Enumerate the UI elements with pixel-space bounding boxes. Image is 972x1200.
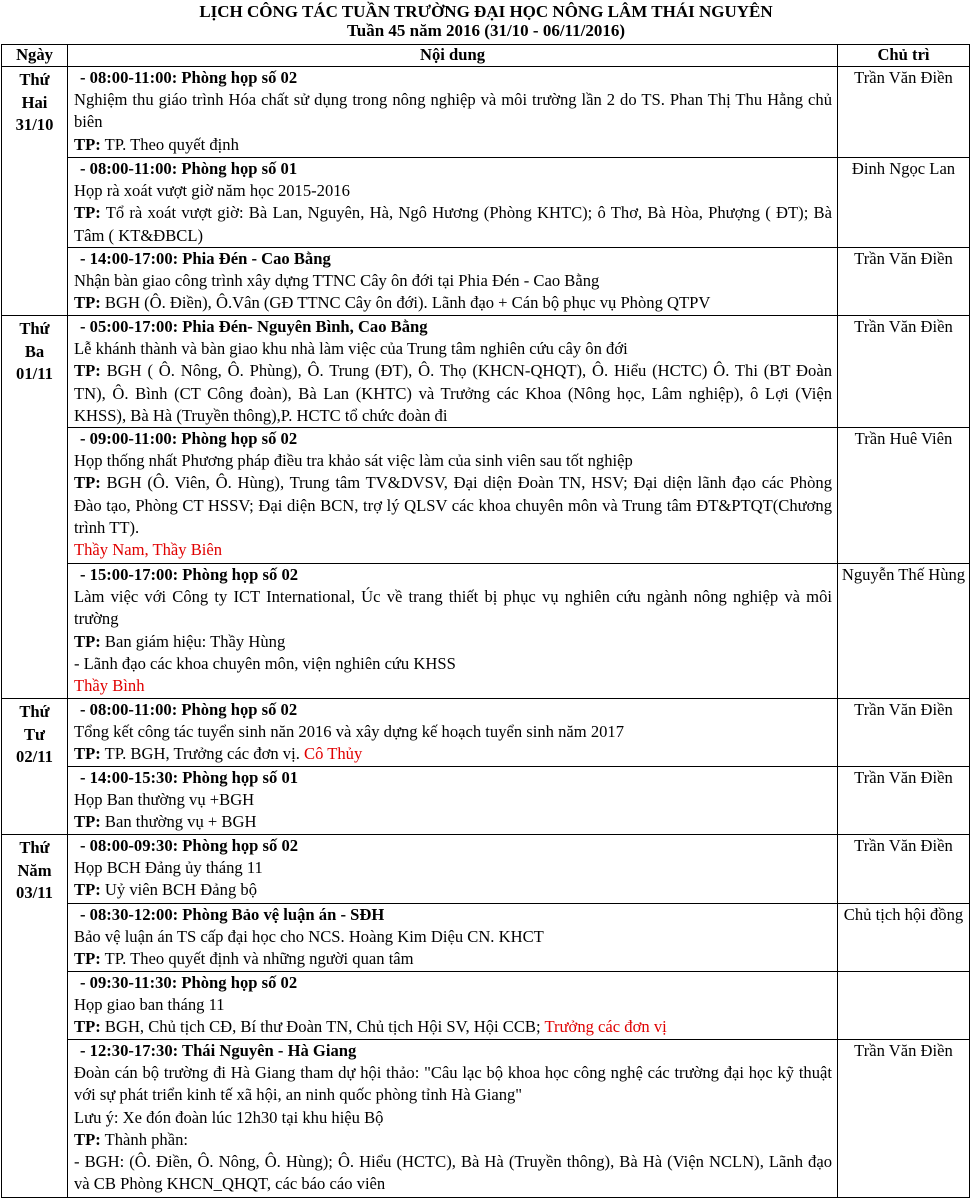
tp-label: TP: — [74, 631, 101, 651]
event-description: Họp giao ban tháng 11 — [74, 995, 225, 1015]
chair-cell — [838, 972, 970, 1040]
day-cell-monday — [2, 67, 68, 316]
day-cell-wednesday — [2, 699, 68, 835]
event-cell — [68, 67, 838, 158]
event-cell — [68, 699, 838, 767]
participants-text: Ban thường vụ + BGH — [104, 812, 257, 832]
event-heading: - 08:00-11:00: Phòng họp số 02 — [80, 68, 298, 87]
day-label: Ba — [24, 341, 45, 361]
day-date: 03/11 — [16, 883, 53, 903]
table-row — [2, 67, 970, 158]
event-extra: - Lãnh đạo các khoa chuyên môn, viện nghiên cứu KHSS — [74, 653, 456, 673]
participants-text: BGH (Ô. Điền), Ô.Vân (GĐ TTNC Cây ôn đới). Lãnh đạo + Cán bộ phục vụ Phòng QTPV — [104, 293, 711, 313]
event-participants — [74, 134, 832, 156]
column-header-day: Ngày — [2, 45, 68, 67]
event-participants — [74, 743, 832, 765]
participants-text: Uỷ viên BCH Đảng bộ — [104, 880, 257, 900]
table-row — [2, 767, 970, 835]
participants-text: Ban giám hiệu: Thầy Hùng — [104, 631, 286, 651]
tp-label: TP: — [74, 812, 101, 832]
event-cell — [68, 835, 838, 904]
event-description: Làm việc với Công ty ICT International, Úc về trang thiết bị phục vụ nghiên cứu ngành nông nghiệp và môi trường — [74, 587, 832, 629]
day-label: Thứ — [19, 838, 50, 858]
event-participants — [74, 879, 832, 901]
event-participants — [74, 948, 832, 970]
event-heading: - 08:00-09:30: Phòng họp số 02 — [80, 836, 299, 856]
document-header — [0, 2, 972, 40]
day-label: Hai — [21, 92, 48, 112]
event-description: Lễ khánh thành và bàn giao khu nhà làm việc của Trung tâm nghiên cứu cây ôn đới — [74, 339, 628, 359]
chair-cell: Trần Văn Điền — [838, 835, 970, 904]
day-label: Năm — [17, 860, 52, 880]
event-cell — [68, 767, 838, 835]
event-heading: - 09:00-11:00: Phòng họp số 02 — [80, 429, 298, 449]
participants-text: TP. Theo quyết định và những người quan tâm — [104, 949, 414, 969]
event-participants — [74, 202, 832, 246]
participants-text: BGH ( Ô. Nông, Ô. Phùng), Ô. Trung (ĐT), Ô. Thọ (KHCN-QHQT), Ô. Hiểu (HCTC) Ô. Thi (BT Đoàn TN), Ô. Bình (CT Công đoàn), Bà Lan (KHTC) và Trưởng các Khoa (Nông học, Lâm nghiệp), ô Lợi (Viện KHSS), Bà Hà (Truyền thông),P. HCTC tổ chức đoàn đi — [74, 361, 832, 425]
event-participants — [74, 811, 832, 833]
highlight-note: Thầy Bình — [74, 676, 145, 696]
tp-label: TP: — [74, 293, 101, 313]
chair-cell: Chủ tịch hội đồng — [838, 904, 970, 972]
event-description: Họp thống nhất Phương pháp điều tra khảo sát việc làm của sinh viên sau tốt nghiệp — [74, 451, 633, 471]
header-row — [2, 45, 970, 67]
tp-label: TP: — [74, 473, 101, 493]
tp-label: TP: — [74, 361, 101, 381]
chair-cell: Trần Văn Điền — [838, 67, 970, 158]
highlight-note: Cô Thủy — [304, 744, 363, 764]
day-date: 31/10 — [15, 115, 54, 134]
event-description: Đoàn cán bộ trường đi Hà Giang tham dự hội thảo: "Câu lạc bộ khoa học công nghệ các trường đại học kỹ thuật với sự phát triển kinh tế xã hội, an ninh quốc phòng tỉnh Hà Giang" — [74, 1063, 832, 1105]
event-cell — [68, 248, 838, 316]
event-description: Tổng kết công tác tuyển sinh năn 2016 và xây dựng kế hoạch tuyển sinh năm 2017 — [74, 722, 625, 742]
chair-cell: Trần Văn Điền — [838, 248, 970, 316]
tp-label: TP: — [74, 744, 101, 764]
day-date: 02/11 — [16, 747, 53, 767]
day-cell-tuesday — [2, 316, 68, 699]
day-label: Thứ — [19, 319, 50, 338]
tp-label: TP: — [74, 1017, 101, 1037]
event-participants — [74, 360, 832, 427]
tp-label: TP: — [74, 134, 101, 154]
event-cell — [68, 1040, 838, 1198]
table-row — [2, 699, 970, 767]
document-subtitle: Tuần 45 năm 2016 (31/10 - 06/11/2016) — [346, 21, 626, 40]
event-cell — [68, 158, 838, 248]
event-cell — [68, 428, 838, 564]
chair-cell: Trần Văn Điền — [838, 699, 970, 767]
event-description: Nghiệm thu giáo trình Hóa chất sử dụng trong nông nghiệp và môi trường lần 2 do TS. Phan Thị Thu Hằng chủ biên — [74, 90, 832, 132]
day-date: 01/11 — [16, 364, 53, 383]
event-description: Họp rà xoát vượt giờ năm học 2015-2016 — [74, 181, 350, 201]
chair-cell: Nguyễn Thế Hùng — [838, 564, 970, 699]
event-cell — [68, 904, 838, 972]
event-description: Nhận bàn giao công trình xây dựng TTNC Cây ôn đới tại Phia Đén - Cao Bằng — [74, 271, 600, 291]
document-title: LỊCH CÔNG TÁC TUẦN TRƯỜNG ĐẠI HỌC NÔNG LÂM THÁI NGUYÊN — [199, 2, 773, 21]
table-row — [2, 972, 970, 1040]
table-row — [2, 316, 970, 428]
chair-cell: Đinh Ngọc Lan — [838, 158, 970, 248]
event-description: Họp BCH Đảng ủy tháng 11 — [74, 858, 263, 878]
table-row — [2, 904, 970, 972]
event-heading: - 14:00-17:00: Phia Đén - Cao Bằng — [80, 249, 331, 268]
event-cell — [68, 316, 838, 428]
event-description: Bảo vệ luận án TS cấp đại học cho NCS. Hoàng Kim Diệu CN. KHCT — [74, 927, 544, 947]
highlight-note: Trưởng các đơn vị — [544, 1017, 667, 1037]
event-note: Lưu ý: Xe đón đoàn lúc 12h30 tại khu hiệu Bộ — [74, 1107, 384, 1127]
event-heading: - 08:30-12:00: Phòng Bảo vệ luận án - SĐH — [80, 905, 385, 925]
table-row — [2, 564, 970, 699]
chair-cell: Trần Văn Điền — [838, 1040, 970, 1198]
table-row — [2, 248, 970, 316]
tp-label: TP: — [74, 949, 101, 969]
participants-text: TP. Theo quyết định — [104, 134, 239, 154]
table-row — [2, 1040, 970, 1198]
tp-label: TP: — [74, 1129, 101, 1149]
tp-label: TP: — [74, 203, 101, 223]
column-header-content: Nội dung — [68, 45, 838, 67]
event-participants — [74, 1016, 832, 1038]
event-participants — [74, 472, 832, 539]
event-cell — [68, 972, 838, 1040]
event-extra: - BGH: (Ô. Điền, Ô. Nông, Ô. Hùng); Ô. Hiểu (HCTC), Bà Hà (Truyền thông), Bà Hà (Viện NCLN), Lãnh đạo và CB Phòng KHCN_QHQT, các báo cáo viên — [74, 1152, 832, 1194]
chair-cell: Trần Văn Điền — [838, 767, 970, 835]
participants-text: Thành phần: — [104, 1129, 189, 1149]
participants-text: Tổ rà xoát vượt giờ: Bà Lan, Nguyên, Hà, Ngô Hương (Phòng KHTC); ô Thơ, Bà Hòa, Phượng ( ĐT); Bà Tâm ( KT&ĐBCL) — [74, 203, 832, 245]
column-header-chair: Chủ trì — [838, 45, 970, 67]
highlight-note: Thầy Nam, Thầy Biên — [74, 540, 223, 560]
event-heading: - 12:30-17:30: Thái Nguyên - Hà Giang — [80, 1041, 357, 1061]
schedule-table — [1, 44, 970, 1198]
participants-text: BGH, Chủ tịch CĐ, Bí thư Đoàn TN, Chủ tịch Hội SV, Hội CCB; — [104, 1017, 541, 1037]
event-heading: - 15:00-17:00: Phòng họp số 02 — [80, 565, 299, 585]
day-label: Tư — [23, 724, 46, 744]
event-participants — [74, 292, 832, 314]
chair-cell: Trần Huê Viên — [838, 428, 970, 564]
event-heading: - 08:00-11:00: Phòng họp số 02 — [80, 700, 298, 720]
event-heading: - 14:00-15:30: Phòng họp số 01 — [80, 768, 299, 788]
event-heading: - 05:00-17:00: Phia Đén- Nguyên Bình, Cao Bằng — [80, 317, 428, 336]
event-participants — [74, 1129, 832, 1151]
table-row — [2, 158, 970, 248]
event-heading: - 09:30-11:30: Phòng họp số 02 — [80, 973, 298, 993]
day-label: Thứ — [19, 702, 50, 722]
tp-label: TP: — [74, 880, 101, 900]
day-cell-thursday — [2, 835, 68, 1198]
participants-text: BGH (Ô. Viên, Ô. Hùng), Trung tâm TV&DVSV, Đại diện Đoàn TN, HSV; Đại diện lãnh đạo các Phòng Đào tạo, Phòng CT HSSV; Đại diện BCN, trợ lý QLSV các khoa chuyên môn và Trung tâm ĐT&PTQT(Chương trình TT). — [74, 473, 832, 537]
table-row — [2, 835, 970, 904]
chair-cell: Trần Văn Điền — [838, 316, 970, 428]
table-row — [2, 428, 970, 564]
event-heading: - 08:00-11:00: Phòng họp số 01 — [80, 159, 298, 178]
day-label: Thứ — [19, 70, 50, 89]
event-participants — [74, 631, 832, 653]
event-description: Họp Ban thường vụ +BGH — [74, 790, 255, 810]
event-cell — [68, 564, 838, 699]
participants-text: TP. BGH, Trưởng các đơn vị. — [104, 744, 300, 764]
